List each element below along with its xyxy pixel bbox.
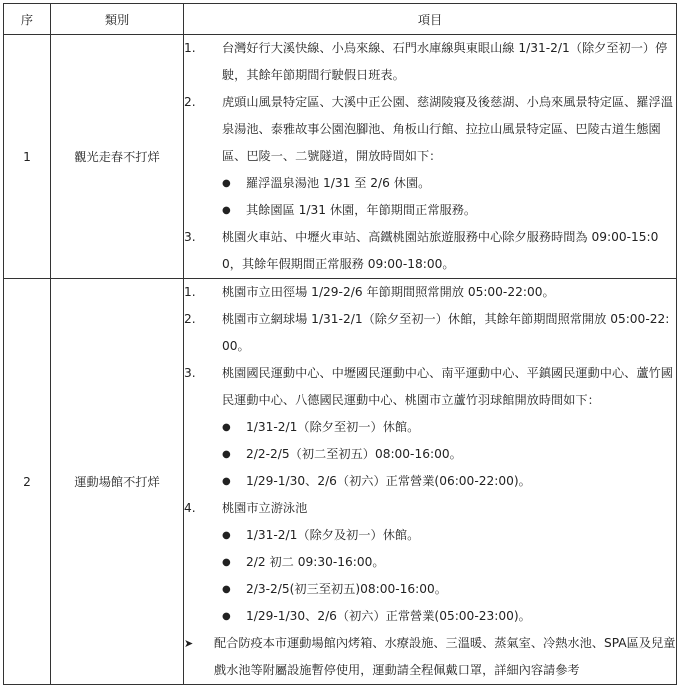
item-text: 台灣好行大溪快線、小烏來線、石門水庫線與東眼山線 1/31-2/1（除夕至初一）停駛，其餘年節期間行駛假日班表。 — [222, 41, 668, 82]
bullet-item — [222, 441, 676, 468]
item-text: 桃園市立游泳池 — [222, 501, 308, 515]
bullet-item — [222, 197, 676, 224]
row-category: 運動場館不打烊 — [51, 279, 184, 685]
note-text: 配合防疫本市運動場館內烤箱、水療設施、三溫暖、蒸氣室、冷熱水池、SPA區及兒童戲水池等附屬設施暫停使用，運動請全程佩戴口罩，詳細內容請參考 — [214, 636, 676, 677]
numbered-item — [184, 89, 676, 170]
bullet-text: 羅浮溫泉湯池 1/31 至 2/6 休園。 — [246, 176, 431, 190]
bullet-dot-icon: ● — [222, 449, 231, 460]
numbered-item — [184, 279, 676, 306]
table-row — [4, 35, 677, 279]
item-text: 桃園市立網球場 1/31-2/1（除夕至初一）休館，其餘年節期間照常開放 05:00-22:00。 — [222, 312, 670, 353]
item-number: 3. — [184, 366, 196, 380]
row-items — [184, 35, 677, 279]
bullet-item — [222, 522, 676, 549]
bullet-item — [222, 603, 676, 630]
row-items — [184, 279, 677, 685]
bullet-text: 其餘園區 1/31 休園，年節期間正常服務。 — [246, 203, 477, 217]
table-row — [4, 279, 677, 685]
arrow-bullet-icon: ➤ — [184, 637, 194, 650]
bullet-dot-icon: ● — [222, 205, 231, 216]
bullet-dot-icon: ● — [222, 422, 231, 433]
item-number: 2. — [184, 95, 196, 109]
header-items: 項目 — [184, 4, 677, 35]
bullet-item — [222, 576, 676, 603]
bullet-dot-icon: ● — [222, 178, 231, 189]
schedule-table — [3, 3, 677, 685]
bullet-item — [222, 468, 676, 495]
note-item — [184, 630, 676, 684]
bullet-item — [222, 414, 676, 441]
row-number: 2 — [4, 279, 51, 685]
numbered-item — [184, 35, 676, 89]
numbered-item — [184, 495, 676, 522]
item-text: 虎頭山風景特定區、大溪中正公園、慈湖陵寢及後慈湖、小烏來風景特定區、羅浮溫泉湯池、泰雅故事公園泡腳池、角板山行館、拉拉山風景特定區、巴陵古道生態園區、巴陵一、二號隧道，開放時間如下： — [222, 95, 673, 163]
bullet-item — [222, 170, 676, 197]
numbered-item — [184, 224, 676, 278]
row-number: 1 — [4, 35, 51, 279]
bullet-dot-icon: ● — [222, 476, 231, 487]
bullet-dot-icon: ● — [222, 530, 231, 541]
bullet-text: 1/29-1/30、2/6（初六）正常營業(05:00-23:00)。 — [246, 609, 531, 623]
item-number: 3. — [184, 230, 196, 244]
bullet-dot-icon: ● — [222, 584, 231, 595]
bullet-text: 2/3-2/5(初三至初五)08:00-16:00。 — [246, 582, 447, 596]
bullet-text: 2/2 初二 09:30-16:00。 — [246, 555, 385, 569]
bullet-dot-icon: ● — [222, 557, 231, 568]
item-number: 1. — [184, 285, 196, 299]
item-text: 桃園火車站、中壢火車站、高鐵桃園站旅遊服務中心除夕服務時間為 09:00-15:00，其餘年假期間正常服務 09:00-18:00。 — [222, 230, 659, 271]
header-category: 類別 — [51, 4, 184, 35]
bullet-text: 1/31-2/1（除夕至初一）休館。 — [246, 420, 420, 434]
bullet-item — [222, 549, 676, 576]
header-row — [4, 4, 677, 35]
header-no: 序 — [4, 4, 51, 35]
item-number: 4. — [184, 501, 196, 515]
numbered-item — [184, 360, 676, 414]
bullet-text: 1/31-2/1（除夕及初一）休館。 — [246, 528, 420, 542]
item-text: 桃園國民運動中心、中壢國民運動中心、南平運動中心、平鎮國民運動中心、蘆竹國民運動中心、八德國民運動中心、桃園市立蘆竹羽球館開放時間如下： — [222, 366, 673, 407]
item-number: 2. — [184, 312, 196, 326]
item-number: 1. — [184, 41, 196, 55]
numbered-item — [184, 306, 676, 360]
bullet-text: 1/29-1/30、2/6（初六）正常營業(06:00-22:00)。 — [246, 474, 531, 488]
bullet-text: 2/2-2/5（初二至初五）08:00-16:00。 — [246, 447, 462, 461]
item-text: 桃園市立田徑場 1/29-2/6 年節期間照常開放 05:00-22:00。 — [222, 285, 555, 299]
row-category: 觀光走春不打烊 — [51, 35, 184, 279]
bullet-dot-icon: ● — [222, 611, 231, 622]
